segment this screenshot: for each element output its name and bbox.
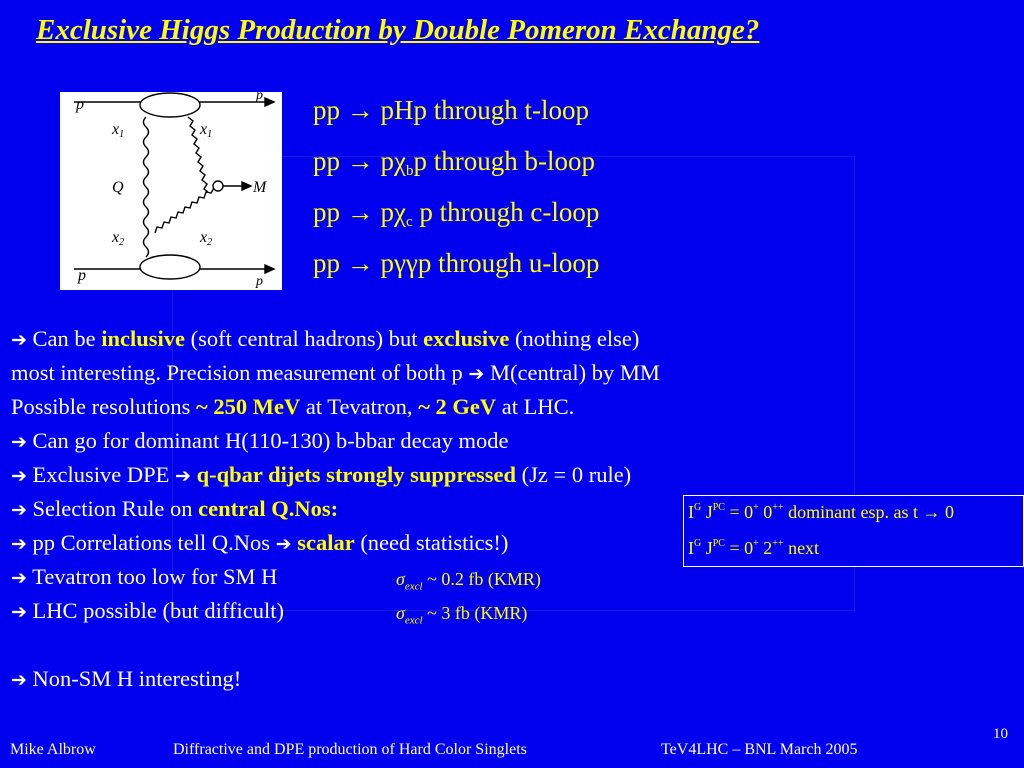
arrow-icon: ➔ xyxy=(175,465,191,487)
arrow-icon: ➔ xyxy=(275,533,292,555)
bullet-tevatron: ➔ Tevatron too low for SM H xyxy=(11,564,278,589)
arrow-icon: ➔ xyxy=(11,431,27,453)
footer-author: Mike Albrow xyxy=(10,741,96,758)
bullet-pp-correlations: ➔ pp Correlations tell Q.Nos ➔ scalar (need statistics!) xyxy=(11,530,509,555)
feynman-diagram-svg xyxy=(60,92,282,290)
label-p-bottom-right: p xyxy=(256,274,263,289)
arrow-icon: ➔ xyxy=(11,465,27,487)
quantum-number-row-next: $I^G$ $J^{PC} = 0^+$ 2++ next xyxy=(688,538,820,558)
bullet-inclusive-exclusive: ➔ Can be inclusive (soft central hadrons) but exclusive (nothing else) xyxy=(11,326,640,351)
bullet-exclusive-dpe: ➔ Exclusive DPE ➔ q-qbar dijets strongly suppressed (Jz = 0 rule) xyxy=(11,462,632,487)
process-c-loop: pp → $p\chi_c$ p through c-loop xyxy=(313,197,600,230)
arrow-icon: ➔ xyxy=(11,329,27,351)
cross-section-tevatron: $\sigma_{excl}$ ~ 0.2 fb (KMR) xyxy=(396,569,541,593)
feynman-diagram xyxy=(60,92,282,290)
bullet-lhc: ➔ LHC possible (but difficult) xyxy=(11,598,284,623)
process-b-loop: pp → $p\chi_bp$ through b-loop xyxy=(313,146,595,179)
lower-right-gluon xyxy=(155,188,214,233)
arrow-icon: ➔ xyxy=(11,601,27,623)
text-precision-measurement: most interesting. Precision measurement of both p ➔ M(central) by MM xyxy=(11,360,660,385)
label-q: Q xyxy=(112,179,124,196)
left-gluon xyxy=(144,117,149,257)
bottom-proton-arrow xyxy=(265,265,274,273)
quantum-numbers-box xyxy=(683,495,1024,567)
page-number: 10 xyxy=(993,726,1008,742)
footer-venue: TeV4LHC – BNL March 2005 xyxy=(661,741,858,758)
process-t-loop: pp → pHp through t-loop xyxy=(313,95,589,125)
higgs-arrow xyxy=(242,182,251,190)
label-m: M xyxy=(253,179,267,196)
label-x1-right: x1 xyxy=(200,121,213,140)
text-resolutions: Possible resolutions ~ 250 MeV at Tevatron, ~ 2 GeV at LHC. xyxy=(11,394,575,419)
arrow-icon: ➔ xyxy=(468,363,485,385)
arrow-icon: ➔ xyxy=(11,567,27,589)
arrow-icon: ➔ xyxy=(11,669,27,691)
bullet-selection-rule: ➔ Selection Rule on central Q.Nos: xyxy=(11,496,339,521)
higgs-vertex xyxy=(213,181,223,191)
cross-section-lhc: $\sigma_{excl}$ ~ 3 fb (KMR) xyxy=(396,603,528,627)
top-proton-arrow xyxy=(265,98,274,106)
slide-title: Exclusive Higgs Production by Double Pomeron Exchange? xyxy=(36,14,760,46)
label-p-top-right: p xyxy=(256,92,263,103)
arrow-icon: ➔ xyxy=(11,499,27,521)
quantum-number-row-dominant: $I^G$ $J^{PC} = 0^+$ 0++ dominant esp. as t → 0 xyxy=(688,502,955,522)
arrow-icon: ➔ xyxy=(11,533,27,555)
label-p-bottom-left: p xyxy=(78,267,86,284)
bullet-non-sm-higgs: ➔ Non-SM H interesting! xyxy=(11,666,242,691)
label-x2-right: x2 xyxy=(200,229,213,248)
footer-talk-title: Diffractive and DPE production of Hard Color Singlets xyxy=(173,741,527,758)
top-proton-blob xyxy=(140,93,200,117)
label-p-top-left: p xyxy=(76,96,84,113)
process-u-loop: pp → pγγp through u-loop xyxy=(313,248,600,278)
label-x2-left: x2 xyxy=(112,229,125,248)
label-x1-left: x1 xyxy=(112,121,125,140)
bullet-bbbar-decay: ➔ Can go for dominant H(110-130) b-bbar decay mode xyxy=(11,428,509,453)
bottom-proton-blob xyxy=(140,255,200,279)
